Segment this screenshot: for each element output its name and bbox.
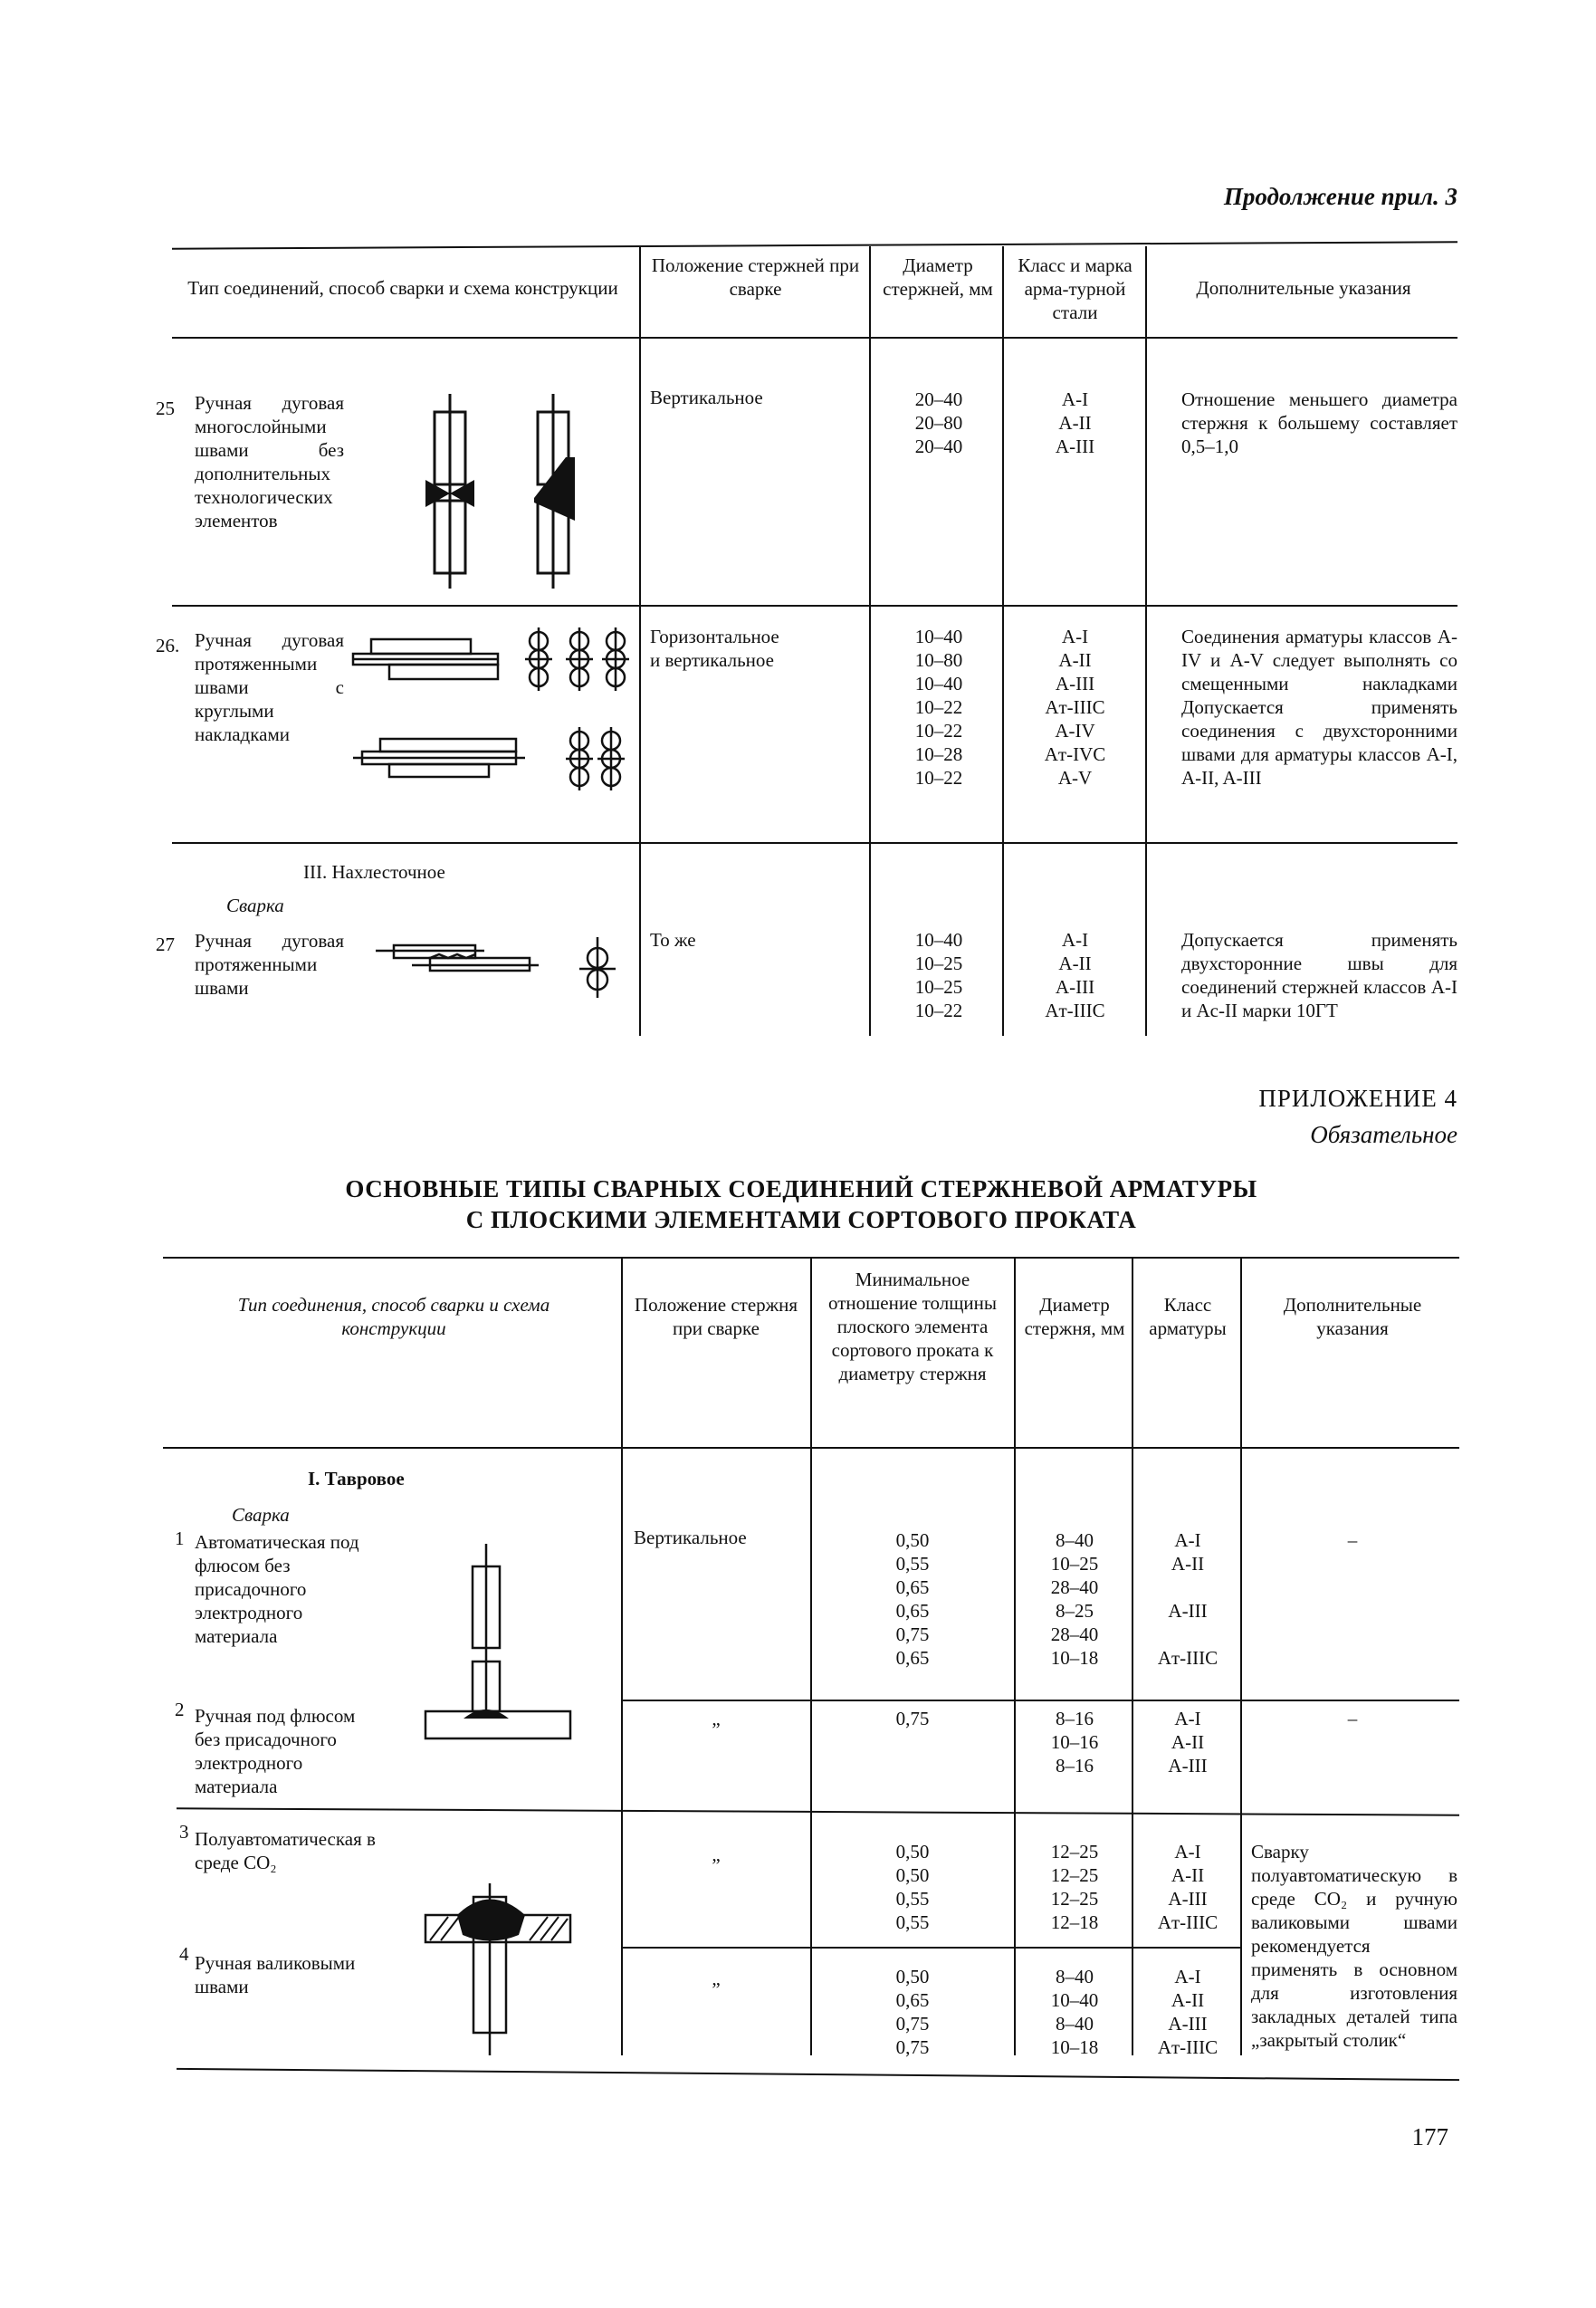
row25-number: 25	[156, 397, 175, 419]
continuation-label: Продолжение прил. 3	[1223, 183, 1457, 210]
t2-row3-bottom-rule	[621, 1947, 1240, 1949]
t2-row3-position: „	[712, 1844, 721, 1865]
t2-row3-method: Полуавтоматическая в среде CO₂	[195, 1828, 376, 1873]
table1-header-position: Положение стержней при сварке	[651, 254, 860, 300]
t2-row3-classes: A-I A-II A-III Aт-IIIC	[1157, 1841, 1219, 1933]
t2-row2-bottom-rule	[177, 1807, 1459, 1815]
t2-row3-diameters: 12–25 12–25 12–25 12–18	[1050, 1841, 1099, 1933]
table1-col-divider	[1145, 246, 1147, 1036]
table2-col-divider	[1240, 1259, 1242, 2055]
t2-row2-method: Ручная под флюсом без присадочного электродного материала	[195, 1705, 356, 1797]
t2-row3-4-diagram	[421, 1879, 575, 2060]
t2-row4-diameters: 8–40 10–40 8–40 10–18	[1050, 1966, 1099, 2058]
row26-position: Горизонтальное и вертикальное	[650, 626, 779, 671]
row27-notes: Допускается применять двухсторонние швы для соединений стержней классов A-I и Ac-II марки 10ГТ	[1181, 929, 1457, 1021]
table2-col-divider	[810, 1259, 812, 2055]
t2-row1-ratios: 0,50 0,55 0,65 0,65 0,75 0,65	[895, 1529, 930, 1669]
t2-row2-diameters: 8–16 10–16 8–16	[1050, 1708, 1099, 1776]
t2-row1-diameters: 8–40 10–25 28–40 8–25 28–40 10–18	[1050, 1529, 1099, 1669]
appendix-title: ПРИЛОЖЕНИЕ 4	[1258, 1085, 1457, 1112]
row26-number: 26.	[156, 635, 180, 656]
page-number: 177	[1411, 2123, 1448, 2150]
table2-header-diameter: Диаметр стержня, мм	[1024, 1294, 1125, 1339]
table2-header-type: Тип соединения, способ сварки и схема конструкции	[237, 1294, 550, 1339]
t2-row4-classes: A-I A-II A-III Aт-IIIC	[1157, 1966, 1219, 2058]
table2-col-divider	[1132, 1259, 1133, 2055]
t2-row2-position: „	[712, 1708, 721, 1729]
table1-header-notes: Дополнительные указания	[1196, 277, 1411, 299]
t2-row4-position: „	[712, 1968, 721, 1989]
t2-row1-position: Вертикальное	[634, 1527, 747, 1548]
table1-header-class: Класс и марка арма-турной стали	[1018, 254, 1132, 323]
appendix-subtitle: Обязательное	[1310, 1121, 1457, 1148]
t2-row2-number: 2	[175, 1699, 185, 1720]
t2-row3-ratios: 0,50 0,50 0,55 0,55	[895, 1841, 930, 1933]
row26-bottom-rule	[172, 842, 1457, 844]
t2-row1-notes: –	[1347, 1529, 1358, 1551]
row27-position: То же	[650, 929, 696, 951]
t2-row4-ratios: 0,50 0,65 0,75 0,75	[895, 1966, 930, 2058]
table2-col-divider	[621, 1259, 623, 2055]
row25-bottom-rule	[172, 605, 1457, 607]
row26-notes: Соединения арматуры классов A-IV и A-V следует выполнять со смещенными накладками Допускается применять соединения с двухсторонними швами для арматуры классов A-I, A-II, A-III	[1181, 626, 1457, 789]
row26-classes: A-I A-II A-III Aт-IIIC A-IV Aт-IVC A-V	[1044, 626, 1106, 789]
t2-row3-notes: Сварку полуавтоматическую в среде CO₂ и ручную валиковыми швами рекомендуется применять в основном для изготовления закладных деталей типа „закрытый столик“	[1251, 1841, 1457, 2051]
table1-top-rule	[172, 241, 1457, 249]
t2-row2-ratios: 0,75	[895, 1708, 930, 1729]
table2-header-notes: Дополнительные указания	[1283, 1294, 1422, 1339]
row27-classes: A-I A-II A-III Aт-IIIC	[1045, 929, 1105, 1021]
table2-header-position: Положение стержня при сварке	[634, 1294, 798, 1339]
row27-lap-diagram	[376, 933, 629, 1005]
row25-position: Вертикальное	[650, 387, 763, 408]
t2-row1-diagram	[416, 1539, 579, 1748]
section1-subtitle: Сварка	[232, 1504, 290, 1526]
row25-notes: Отношение меньшего диаметра стержня к большему составляет 0,5–1,0	[1181, 388, 1457, 457]
table1-header-rule	[172, 337, 1457, 339]
t2-row1-number: 1	[175, 1527, 185, 1549]
row26-method: Ручная дуговая протяженными швами с круглыми накладками	[195, 629, 344, 745]
row27-diameters: 10–40 10–25 10–25 10–22	[914, 929, 963, 1021]
table2-col-divider	[1014, 1259, 1016, 2055]
row25-diameters: 20–40 20–80 20–40	[914, 388, 963, 457]
row25-classes: A-I A-II A-III	[1055, 388, 1095, 457]
table1-header-type: Тип соединений, способ сварки и схема конструкции	[187, 277, 618, 299]
row27-number: 27	[156, 934, 175, 955]
table2-header-class: Класс арматуры	[1149, 1294, 1227, 1339]
table1-header-diameter: Диаметр стержней, мм	[883, 254, 993, 300]
t2-row3-number: 3	[179, 1821, 189, 1843]
row26-diameters: 10–40 10–80 10–40 10–22 10–22 10–28 10–22	[914, 626, 963, 789]
section3-title: III. Нахлесточное	[303, 861, 445, 883]
t2-row4-number: 4	[179, 1943, 189, 1965]
table2-header-ratio: Минимальное отношение толщины плоского элемента сортового проката к диаметру стержня	[827, 1269, 998, 1384]
row25-method: Ручная дуговая многослойными швами без дополнительных технологических элементов	[195, 392, 344, 532]
section3-subtitle: Сварка	[226, 895, 284, 916]
t2-row1-bottom-rule	[621, 1700, 1459, 1701]
section1-title: I. Тавровое	[308, 1468, 405, 1489]
t2-row2-classes: A-I A-II A-III	[1168, 1708, 1208, 1776]
row25-weld-diagram	[425, 385, 607, 602]
row26-splice-diagram	[353, 623, 643, 813]
t2-row1-method: Автоматическая под флюсом без присадочного электродного материала	[195, 1531, 359, 1647]
t2-row1-classes: A-I A-II A-III Aт-IIIC	[1157, 1529, 1219, 1669]
t2-row2-notes: –	[1347, 1708, 1358, 1729]
table2-bottom-rule	[177, 2068, 1459, 2081]
appendix-heading-line1: ОСНОВНЫЕ ТИПЫ СВАРНЫХ СОЕДИНЕНИЙ СТЕРЖНЕВОЙ АРМАТУРЫ	[345, 1175, 1257, 1202]
row27-method: Ручная дуговая протяженными швами	[195, 930, 344, 999]
appendix-heading-line2: С ПЛОСКИМИ ЭЛЕМЕНТАМИ СОРТОВОГО ПРОКАТА	[465, 1206, 1137, 1233]
t2-row4-method: Ручная валиковыми швами	[195, 1952, 356, 1997]
